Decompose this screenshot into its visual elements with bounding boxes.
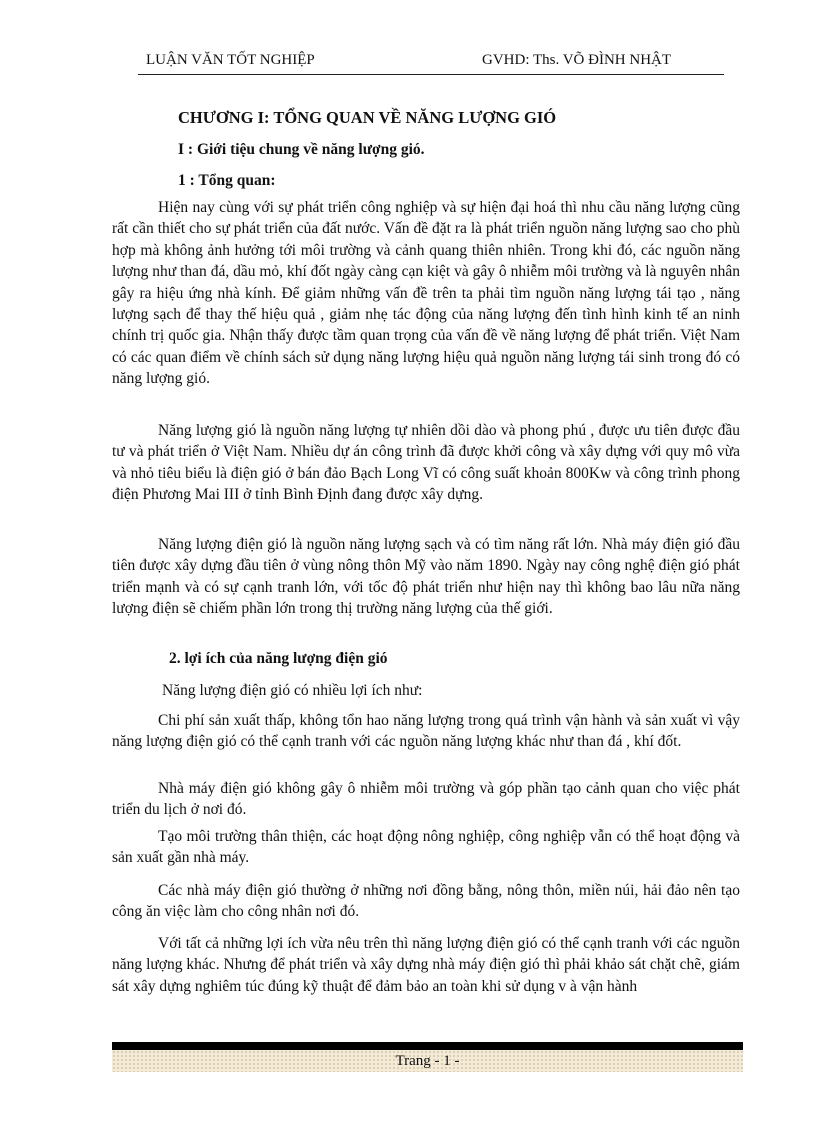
section-title: I : Giới tiệu chung về năng lượng gió. xyxy=(178,141,425,158)
paragraph-benefit-1: Chi phí sản xuất thấp, không tổn hao năng lượng trong quá trình vận hành và sản xuất vì vậy năng lượng điện gió có thể cạnh tranh với các nguồn năng lượng khác như than đá , khí đốt. xyxy=(112,712,740,751)
footer-rule xyxy=(112,1042,743,1050)
page-footer xyxy=(112,1050,743,1072)
page-header xyxy=(138,52,724,75)
paragraph-overview-2: Năng lượng gió là nguồn năng lượng tự nhiên dồi dào và phong phú , được ưu tiên được đầu tư và phát triển ở Việt Nam. Nhiều dự án công trình đã được khởi công và xây dựng với quy mô vừa và nhỏ tiêu biểu là điện gió ở bán đảo Bạch Long Vĩ có công suất khoản 800Kw và công trình phong điện Phương Mai III ở tỉnh Bình Định đang được xây dựng. xyxy=(112,422,740,504)
header-advisor-label: GVHD: Ths. VÕ ĐÌNH NHẬT xyxy=(482,52,672,68)
paragraph-overview-1: Hiện nay cùng với sự phát triển công nghiệp và sự hiện đại hoá thì nhu cầu năng lượng cũng rất cần thiết cho sự phát triển của đất nước. Vấn đề đặt ra là phát triển nguồn năng lượng sao cho phù hợp mà không ảnh hưởng tới môi trường và cảnh quang thiên nhiên. Trong khi đó, các nguồn năng lượng như than đá, dầu mỏ, khí đốt ngày càng cạn kiệt và gây ô nhiễm môi trường và là nguyên nhân gây ra hiệu ứng nhà kính. Để giảm những vấn đề trên ta phải tìm nguồn năng lượng tái tạo , năng lượng sạch để thay thế hiệu quả , giảm nhẹ tác động của năng lượng đến tình hình kinh tế an ninh chính trị quốc gia. Nhận thấy được tầm quan trọng của vấn đề về năng lượng để phát triển. Việt Nam có các quan điểm về chính sách sử dụng năng lượng hiệu quả nguồn năng lượng tái sinh trong đó có năng lượng gió. xyxy=(112,199,740,388)
paragraph-benefit-3: Tạo môi trường thân thiện, các hoạt động nông nghiệp, công nghiệp vẫn có thể hoạt động và sản xuất gần nhà máy. xyxy=(112,828,740,867)
chapter-title: CHƯƠNG I: TỔNG QUAN VỀ NĂNG LƯỢNG GIÓ xyxy=(178,108,557,127)
subsection-title-benefits: 2. lợi ích của năng lượng điện gió xyxy=(169,650,388,667)
page-number: Trang - 1 - xyxy=(395,1053,460,1069)
paragraph-benefit-2: Nhà máy điện gió không gây ô nhiễm môi trường và góp phần tạo cảnh quan cho việc phát triển du lịch ở nơi đó. xyxy=(112,780,740,819)
subsection-title-overview: 1 : Tổng quan: xyxy=(178,172,276,189)
paragraph-overview-3: Năng lượng điện gió là nguồn năng lượng sạch và có tìm năng rất lớn. Nhà máy điện gió đầu tiên được xây dựng đầu tiên ở vùng nông thôn Mỹ vào năm 1890. Ngày nay công nghệ điện gió phát triển mạnh và có sự cạnh tranh lớn, với tốc độ phát triển như hiện nay thì không bao lâu nữa năng lượng điện sẽ chiếm phần lớn trong thị trường năng lượng của thế giới. xyxy=(112,536,740,618)
paragraph-benefit-4: Các nhà máy điện gió thường ở những nơi đồng bằng, nông thôn, miền núi, hải đảo nên tạo công ăn việc làm cho công nhân nơi đó. xyxy=(112,882,740,921)
paragraph-benefits-intro: Năng lượng điện gió có nhiều lợi ích như: xyxy=(162,682,423,699)
paragraph-benefit-conclusion: Với tất cả những lợi ích vừa nêu trên thì năng lượng điện gió có thể cạnh tranh với các nguồn năng lượng khác. Nhưng để phát triển và xây dựng nhà máy điện gió thì phải khảo sát chặt chẽ, giám sát xây dựng nghiêm túc đúng kỹ thuật để đảm bảo an toàn khi sử dụng v à vận hành xyxy=(112,935,740,995)
header-thesis-label: LUẬN VĂN TỐT NGHIỆP xyxy=(146,52,315,68)
